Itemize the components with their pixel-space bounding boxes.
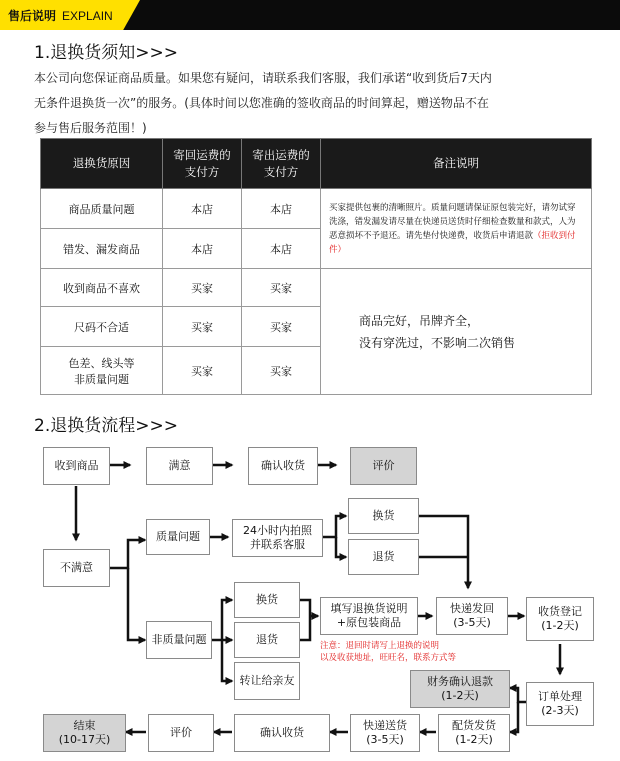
header-label-en: EXPLAIN <box>62 9 113 23</box>
box-review-top: 评价 <box>350 447 417 485</box>
section1-title: 1.退换货须知>>> <box>34 43 178 63</box>
header-label-cn: 售后说明 <box>8 9 57 23</box>
line-return2-join <box>300 616 310 640</box>
arrow-exchange1-down <box>419 516 468 588</box>
box-confirm-top: 确认收货 <box>248 447 318 485</box>
cell-send-fee: 买家 <box>242 307 321 347</box>
box-exchange-2: 换货 <box>234 582 300 618</box>
cell-send-fee: 买家 <box>242 269 321 307</box>
cell-send-fee: 买家 <box>242 347 321 395</box>
cell-return-fee: 买家 <box>163 347 242 395</box>
box-fill-form: 填写退换货说明 +原包装商品 <box>320 597 418 635</box>
arrow-to-exchange2 <box>222 600 232 640</box>
box-end: 结束 (10-17天) <box>43 714 126 752</box>
cell-return-fee: 买家 <box>163 307 242 347</box>
col-header-reason: 退换货原因 <box>41 139 163 189</box>
box-return-2: 退货 <box>234 622 300 658</box>
arrow-order-finance <box>510 688 526 702</box>
arrow-to-nonquality <box>128 568 145 640</box>
box-dispatch: 配货发货 (1-2天) <box>438 714 510 752</box>
cell-reason: 商品质量问题 <box>41 189 163 229</box>
section2-title: 2.退换货流程>>> <box>34 416 178 436</box>
cell-return-fee: 本店 <box>163 229 242 269</box>
cell-reason: 错发、漏发商品 <box>41 229 163 269</box>
note-quality-text: 买家提供包裹的清晰照片。质量问题请保证原包装完好，请勿试穿洗涤，错发漏发请尽量在快递员送货时仔细检查数量和款式，人为恶意损坏不予退还。请先垫付快递费，收货后申请退款 <box>329 202 576 241</box>
cell-reason: 尺码不合适 <box>41 307 163 347</box>
box-transfer: 转让给亲友 <box>234 662 300 700</box>
col-header-return-fee-text: 寄回运费的 支付方 <box>173 147 231 179</box>
box-exchange-1: 换货 <box>348 498 419 534</box>
note-quality-red: （拒收到付件） <box>329 230 576 255</box>
cell-return-fee: 本店 <box>163 189 242 229</box>
box-express-send: 快递送货 (3-5天) <box>350 714 420 752</box>
arrow-photo-return <box>336 537 346 557</box>
arrow-order-dispatch <box>510 702 518 732</box>
intro-line: 无条件退换货一次”的服务。(具体时间以您准确的签收商品的时间算起，赠送物品不在 <box>34 96 489 110</box>
arrow-photo-exchange <box>323 516 346 537</box>
note-other-text: 商品完好，吊牌齐全， 没有穿洗过，不影响二次销售 <box>359 313 516 350</box>
cell-reason: 收到商品不喜欢 <box>41 269 163 307</box>
intro-line: 本公司向您保证商品质量。如果您有疑问，请联系我们客服，我们承诺“收到货后7天内 <box>34 71 492 85</box>
cell-send-fee: 本店 <box>242 229 321 269</box>
box-register: 收货登记 (1-2天) <box>526 597 594 641</box>
box-finance: 财务确认退款 (1-2天) <box>410 670 510 708</box>
return-note: 注意：退回时请写上退换的说明 以及收获地址，旺旺名，联系方式等 <box>320 641 457 663</box>
box-ship-back: 快递发回 (3-5天) <box>436 597 508 635</box>
box-return-1: 退货 <box>348 539 419 575</box>
cell-reason-text: 色差、线头等 非质量问题 <box>68 356 135 386</box>
cell-send-fee: 本店 <box>242 189 321 229</box>
line-exchange2-join <box>300 600 310 616</box>
col-header-note: 备注说明 <box>321 139 592 189</box>
cell-return-fee: 买家 <box>163 269 242 307</box>
box-confirm-bottom: 确认收货 <box>234 714 330 752</box>
arrow-to-transfer <box>222 640 232 681</box>
box-photo: 24小时内拍照 并联系客服 <box>232 519 323 557</box>
box-nonquality: 非质量问题 <box>146 621 212 659</box>
col-header-send-fee-text: 寄出运费的 支付方 <box>252 147 310 179</box>
intro-line: 参与售后服务范围！) <box>34 121 147 135</box>
box-quality: 质量问题 <box>146 519 210 555</box>
box-order-processing: 订单处理 (2-3天) <box>526 682 594 726</box>
box-satisfied: 满意 <box>146 447 213 485</box>
box-review-bottom: 评价 <box>148 714 214 752</box>
box-unsatisfied: 不满意 <box>43 549 110 587</box>
arrow-to-quality <box>110 540 145 568</box>
box-received: 收到商品 <box>43 447 110 485</box>
